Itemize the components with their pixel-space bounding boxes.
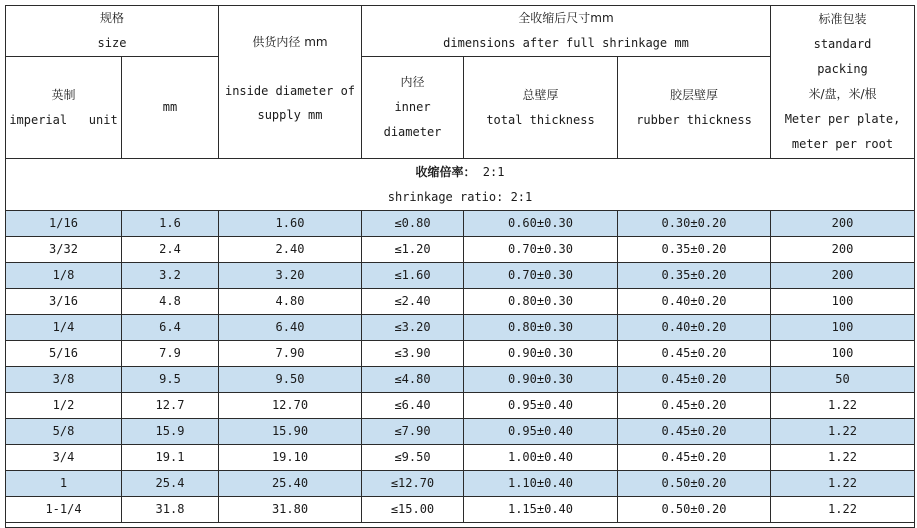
total-thickness-cell: 0.95±0.40	[464, 419, 618, 445]
packing-cell: 100	[771, 341, 915, 367]
rubber-thickness-cell: 0.35±0.20	[618, 263, 771, 289]
packing-unit-en1: Meter per plate,	[784, 112, 901, 126]
mm-cell: 1.6	[122, 211, 219, 237]
supply-id-cell: 15.90	[219, 419, 362, 445]
total-thickness-cell: 0.90±0.30	[464, 341, 618, 367]
table-row	[6, 367, 915, 393]
table-row	[6, 315, 915, 341]
mm-cell: 3.2	[122, 263, 219, 289]
supply-id-header-en2: supply mm	[257, 108, 323, 122]
total-thickness-cell: 1.15±0.40	[464, 497, 618, 523]
inner-diameter-cell: ≤12.70	[362, 471, 464, 497]
imperial-cell: 1	[6, 471, 122, 497]
total-thickness-cell: 0.95±0.40	[464, 393, 618, 419]
table-row	[6, 419, 915, 445]
packing-cell: 100	[771, 289, 915, 315]
table-row	[6, 393, 915, 419]
imperial-cell: 1/8	[6, 263, 122, 289]
shrink-ratio-label-cn: 收缩倍率：	[415, 164, 476, 179]
imperial-cell: 1-1/4	[6, 497, 122, 523]
inner-header-en1: inner	[394, 100, 431, 114]
packing-header-en: standard	[813, 37, 872, 51]
shrink-ratio-cell	[6, 159, 915, 211]
header-row-top	[6, 6, 915, 57]
dims-header-en: dimensions after full shrinkage mm	[443, 36, 689, 50]
mm-cell: 6.4	[122, 315, 219, 341]
imperial-cell: 3/8	[6, 367, 122, 393]
total-thickness-cell: 1.00±0.40	[464, 445, 618, 471]
rubber-thickness-cell: 0.45±0.20	[618, 341, 771, 367]
table-row	[6, 445, 915, 471]
imperial-cell: 3/32	[6, 237, 122, 263]
packing-cell: 1.22	[771, 497, 915, 523]
supply-id-header-en1: inside diameter of	[224, 84, 356, 98]
supply-id-cell: 4.80	[219, 289, 362, 315]
mm-cell: 19.1	[122, 445, 219, 471]
shrink-ratio-label-en: shrinkage ratio: 2:1	[387, 189, 533, 204]
inner-diameter-cell: ≤15.00	[362, 497, 464, 523]
supply-id-cell: 19.10	[219, 445, 362, 471]
dims-header	[362, 6, 771, 57]
mm-cell: 2.4	[122, 237, 219, 263]
shrink-ratio-row	[6, 159, 915, 211]
total-thickness-cell: 0.60±0.30	[464, 211, 618, 237]
rubber-header-en: rubber thickness	[636, 112, 752, 127]
imperial-header-en: imperial unit	[9, 112, 118, 127]
mm-header-label: mm	[162, 100, 178, 114]
rubber-thickness-cell: 0.50±0.20	[618, 471, 771, 497]
rubber-thickness-cell: 0.30±0.20	[618, 211, 771, 237]
inner-diameter-header	[362, 57, 464, 159]
table-row	[6, 211, 915, 237]
imperial-cell: 1/4	[6, 315, 122, 341]
mm-cell: 12.7	[122, 393, 219, 419]
total-thickness-cell: 0.70±0.30	[464, 237, 618, 263]
size-header-en: size	[97, 36, 127, 50]
packing-cell: 1.22	[771, 393, 915, 419]
imperial-header-cn: 英制	[51, 87, 76, 102]
packing-cell: 200	[771, 263, 915, 289]
supply-id-cell: 2.40	[219, 237, 362, 263]
mm-cell: 31.8	[122, 497, 219, 523]
mm-header	[122, 57, 219, 159]
packing-cell: 1.22	[771, 471, 915, 497]
mm-cell: 4.8	[122, 289, 219, 315]
shrink-tube-spec-table	[5, 5, 915, 528]
rubber-thickness-header	[618, 57, 771, 159]
table-row	[6, 471, 915, 497]
supply-id-cell: 1.60	[219, 211, 362, 237]
table-row	[6, 289, 915, 315]
shrink-ratio-value-cn: 2:1	[475, 164, 505, 179]
inner-diameter-cell: ≤4.80	[362, 367, 464, 393]
supply-id-cell: 3.20	[219, 263, 362, 289]
supply-id-cell: 9.50	[219, 367, 362, 393]
rubber-thickness-cell: 0.45±0.20	[618, 419, 771, 445]
total-header-cn: 总壁厚	[522, 87, 559, 102]
shrink-ratio-cn-line	[8, 160, 912, 185]
packing-cell: 200	[771, 211, 915, 237]
mm-cell: 15.9	[122, 419, 219, 445]
rubber-thickness-cell: 0.40±0.20	[618, 289, 771, 315]
imperial-cell: 3/4	[6, 445, 122, 471]
packing-header	[771, 6, 915, 159]
packing-cell: 100	[771, 315, 915, 341]
inner-header-cn: 内径	[400, 75, 425, 89]
imperial-cell: 1/16	[6, 211, 122, 237]
packing-unit-en2: meter per root	[791, 137, 894, 151]
inner-diameter-cell: ≤1.20	[362, 237, 464, 263]
total-thickness-cell: 0.80±0.30	[464, 315, 618, 341]
rubber-thickness-cell: 0.45±0.20	[618, 393, 771, 419]
total-header-en: total thickness	[486, 112, 595, 127]
total-thickness-cell: 0.90±0.30	[464, 367, 618, 393]
inner-diameter-cell: ≤3.90	[362, 341, 464, 367]
imperial-cell: 5/16	[6, 341, 122, 367]
mm-cell: 9.5	[122, 367, 219, 393]
imperial-cell: 5/8	[6, 419, 122, 445]
supply-id-cell: 31.80	[219, 497, 362, 523]
packing-header-en2: packing	[817, 62, 868, 76]
supply-id-cell: 7.90	[219, 341, 362, 367]
inner-diameter-cell: ≤1.60	[362, 263, 464, 289]
inner-diameter-cell: ≤0.80	[362, 211, 464, 237]
dims-header-cn: 全收缩后尺寸mm	[518, 11, 614, 25]
table-row	[6, 497, 915, 523]
mm-cell: 7.9	[122, 341, 219, 367]
inner-header-en2: diameter	[383, 125, 442, 139]
packing-cell: 1.22	[771, 445, 915, 471]
total-thickness-cell: 0.80±0.30	[464, 289, 618, 315]
total-thickness-cell: 1.10±0.40	[464, 471, 618, 497]
packing-cell: 1.22	[771, 419, 915, 445]
mm-cell: 25.4	[122, 471, 219, 497]
supply-id-cell: 25.40	[219, 471, 362, 497]
inner-diameter-cell: ≤2.40	[362, 289, 464, 315]
table-row-partial-cell	[6, 523, 915, 528]
inner-diameter-cell: ≤6.40	[362, 393, 464, 419]
total-thickness-header	[464, 57, 618, 159]
imperial-cell: 1/2	[6, 393, 122, 419]
table-row-partial	[6, 523, 915, 528]
rubber-thickness-cell: 0.35±0.20	[618, 237, 771, 263]
packing-unit-cn: 米/盘，米/根	[808, 87, 877, 101]
inner-diameter-cell: ≤9.50	[362, 445, 464, 471]
supply-id-cell: 6.40	[219, 315, 362, 341]
supply-id-header	[219, 6, 362, 159]
rubber-header-cn: 胶层壁厚	[669, 87, 718, 102]
rubber-thickness-cell: 0.45±0.20	[618, 367, 771, 393]
inner-diameter-cell: ≤3.20	[362, 315, 464, 341]
table-row	[6, 263, 915, 289]
table-row	[6, 341, 915, 367]
packing-cell: 200	[771, 237, 915, 263]
total-thickness-cell: 0.70±0.30	[464, 263, 618, 289]
packing-cell: 50	[771, 367, 915, 393]
imperial-header	[6, 57, 122, 159]
rubber-thickness-cell: 0.50±0.20	[618, 497, 771, 523]
supply-id-header-cn: 供货内径 mm	[252, 35, 328, 49]
size-header	[6, 6, 219, 57]
imperial-cell: 3/16	[6, 289, 122, 315]
packing-header-cn: 标准包装	[818, 12, 867, 26]
inner-diameter-cell: ≤7.90	[362, 419, 464, 445]
size-header-cn: 规格	[99, 11, 124, 25]
supply-id-cell: 12.70	[219, 393, 362, 419]
rubber-thickness-cell: 0.40±0.20	[618, 315, 771, 341]
rubber-thickness-cell: 0.45±0.20	[618, 445, 771, 471]
table-row	[6, 237, 915, 263]
